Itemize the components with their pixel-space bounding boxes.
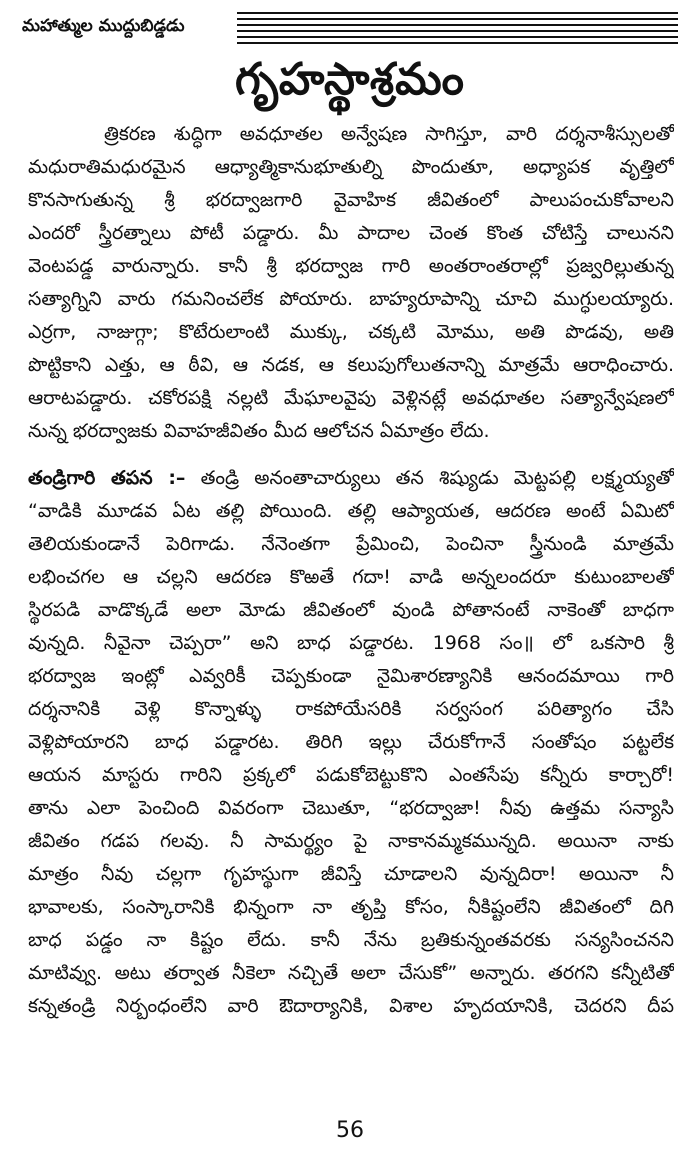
header-rule bbox=[237, 30, 678, 32]
header-rule bbox=[237, 18, 678, 20]
header-rule bbox=[237, 24, 678, 26]
text-line: తాను ఎలా పెంచింది వివరంగా చెబుతూ, “భరద్వాజా! నీవు ఉత్తమ సన్యాసి bbox=[28, 797, 674, 819]
paragraph-1 bbox=[28, 118, 674, 448]
text-line: “వాడికి మూడవ ఏట తల్లి పోయింది. తల్లి ఆప్యాయత, ఆదరణ అంటే ఏమిటో bbox=[28, 500, 674, 522]
text-line: భరద్వాజ ఇంట్లో ఎవ్వరికీ చెప్పకుండా నైమిశారణ్యానికి ఆనందమాయి గారి bbox=[28, 665, 674, 687]
text-line: వెంటపడ్డ వారున్నారు. కానీ శ్రీ భరద్వాజ గారి అంతరాంతరాల్లో ప్రజ్వరిల్లుతున్న bbox=[28, 255, 674, 277]
text-line: నున్న భరద్వాజకు వివాహజీవితం మీద ఆలోచన ఏమాత్రం లేదు. bbox=[28, 420, 490, 442]
text-line: ఎర్రగా, నాజుగ్గా; కొటేరులాంటి ముక్కు, చక్కటి మోము, అతి పొడవు, అతి bbox=[28, 321, 674, 343]
text-line: జీవితం గడప గలవు. నీ సామర్థ్యం పై నాకానమ్మకమున్నది. అయినా నాకు bbox=[28, 830, 674, 852]
text-line: త్రికరణ శుద్ధిగా అవధూతల అన్వేషణ సాగిస్తూ, వారి దర్శనాశీస్సులతో bbox=[104, 123, 674, 145]
paragraph-2 bbox=[28, 462, 674, 1023]
paragraph-gap bbox=[28, 448, 674, 462]
section-subheading: తండ్రిగారి తపన :– bbox=[28, 467, 186, 489]
running-header bbox=[22, 12, 678, 40]
header-rule-lines bbox=[237, 12, 678, 48]
page-number: 56 bbox=[336, 1118, 364, 1143]
text-line: ఆయన మాస్టరు గారిని ప్రక్కలో పడుకోబెట్టుకొని ఎంతసేపు కన్నీరు కార్చారో! bbox=[28, 764, 674, 786]
text-line: బాధ పడ్డం నా కిష్టం లేదు. కానీ నేను బ్రతికున్నంతవరకు సన్యసించనని bbox=[28, 929, 674, 951]
text-line: మాత్రం నీవు చల్లగా గృహస్థుగా జీవిస్తే చూడాలని వున్నదిరా! అయినా నీ bbox=[28, 863, 674, 885]
running-head-title: మహాత్ముల ముద్దుబిడ్డడు bbox=[22, 16, 185, 36]
text-line: స్థిరపడి వాడొక్కడే అలా మోడు జీవితంలో వుండి పోతానంటే నాకెంతో బాధగా bbox=[28, 599, 674, 621]
header-rule bbox=[237, 42, 678, 44]
text-line: భావాలకు, సంస్కారానికి భిన్నంగా నా తృప్తి కోసం, నీకిష్టంలేని జీవితంలో దిగి bbox=[28, 896, 674, 918]
text-line: పొట్టికాని ఎత్తు, ఆ ఠీవి, ఆ నడక, ఆ కలుపుగోలుతనాన్ని మాత్రమే ఆరాధించారు. bbox=[28, 354, 674, 376]
subheading-line-text: తండ్రి అనంతాచార్యులు తన శిష్యుడు మెట్టపల్లి లక్ష్మయ్యతో bbox=[200, 467, 674, 489]
text-line: లభించగల ఆ చల్లని ఆదరణ కొఱతే గదా! వాడి అన్నలందరూ కుటుంబాలతో bbox=[28, 566, 674, 588]
text-line: కన్నతండ్రి నిర్బంధంలేని వారి ఔదార్యానికి, విశాల హృదయానికి, చెదరని దీప bbox=[28, 995, 674, 1017]
chapter-title: గృహస్థాశ్రమం bbox=[235, 54, 465, 105]
text-line bbox=[28, 462, 674, 495]
text-line: వున్నది. నీవైనా చెప్పరా” అని బాధ పడ్డారట. 1968 సం॥ లో ఒకసారి శ్రీ bbox=[28, 632, 674, 654]
text-line: దర్శనానికి వెళ్లి కొన్నాళ్ళు రాకపోయేసరికి సర్వసంగ పరిత్యాగం చేసి bbox=[28, 698, 674, 720]
text-line: తెలియకుండానే పెరిగాడు. నేనెంతగా ప్రేమించి, పెంచినా స్త్రీనుండి మాత్రమే bbox=[28, 533, 674, 555]
text-line: ఎందరో స్త్రీరత్నాలు పోటీ పడ్డారు. మీ పాదాల చెంత కొంత చోటిస్తే చాలునని bbox=[28, 222, 674, 244]
text-line: వెళ్లిపోయారని బాధ పడ్డారట. తిరిగి ఇల్లు చేరుకోగానే సంతోషం పట్టలేక bbox=[28, 731, 674, 753]
header-rule bbox=[237, 12, 678, 14]
text-line: ఆరాటపడ్డారు. చకోరపక్షి నల్లటి మేఘాలవైపు వెళ్లినట్లే అవధూతల సత్యాన్వేషణలో bbox=[28, 387, 674, 409]
text-line: మధురాతిమధురమైన ఆధ్యాత్మికానుభూతుల్ని పొందుతూ, అధ్యాపక వృత్తిలో bbox=[28, 156, 674, 178]
text-line: మాటివ్వు. అటు తర్వాత నీకెలా నచ్చితే అలా చేసుకో” అన్నారు. తరగని కన్నీటితో bbox=[28, 962, 674, 984]
text-line: సత్యాగ్నిని వారు గమనించలేక పోయారు. బాహ్యరూపాన్ని చూచి ముగ్ధులయ్యారు. bbox=[28, 288, 674, 310]
header-rule bbox=[237, 36, 678, 38]
body-text bbox=[28, 118, 674, 1023]
text-line: కొనసాగుతున్న శ్రీ భరద్వాజగారి వైవాహిక జీవితంలో పాలుపంచుకోవాలని bbox=[28, 189, 674, 211]
